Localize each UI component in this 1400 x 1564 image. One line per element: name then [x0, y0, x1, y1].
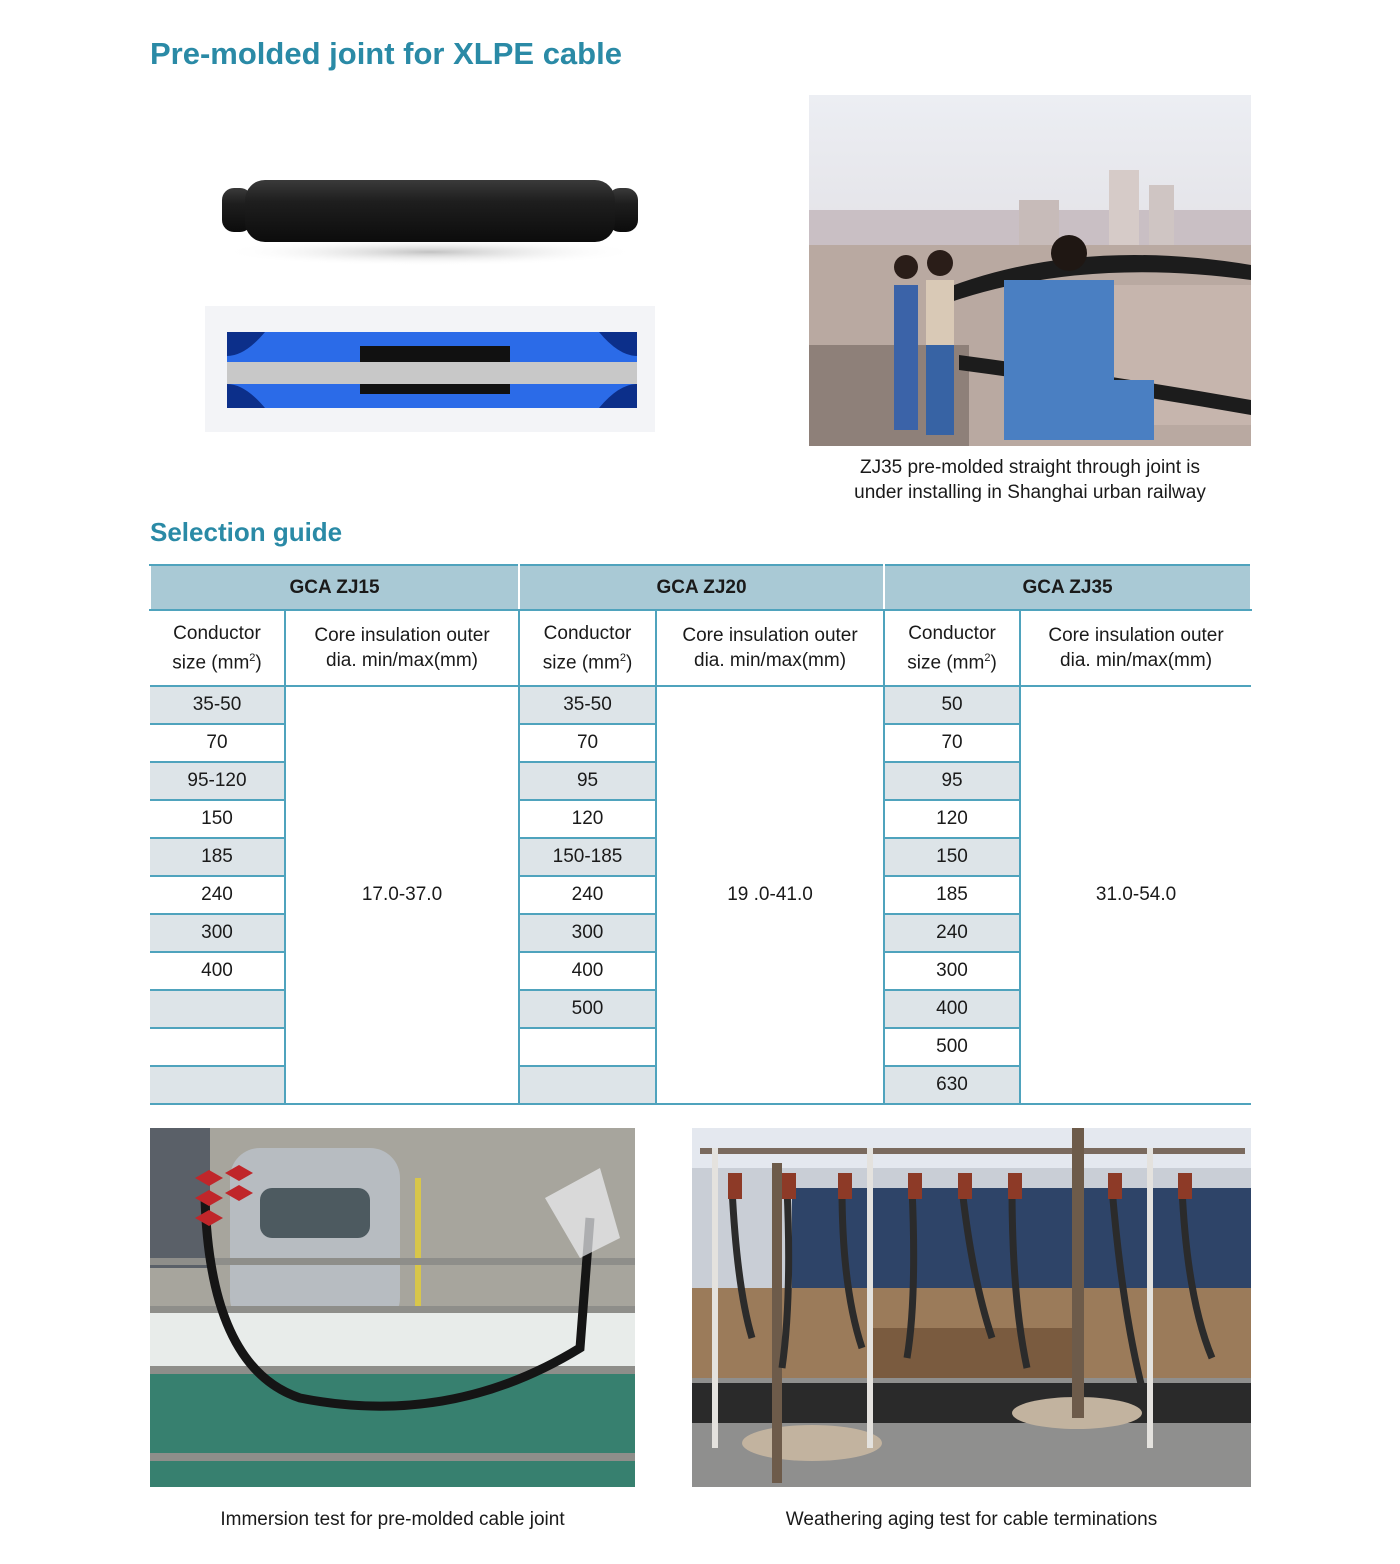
conductor-size-header: Conductor size $(mm^2)$ — [150, 610, 285, 686]
conductor-size-header: Conductor size $(mm^2)$ — [884, 610, 1020, 686]
zj15-size-cell: 400 — [150, 952, 285, 990]
immersion-test-photo — [150, 1128, 635, 1487]
immersion-photo-caption: Immersion test for pre-molded cable joint — [220, 1509, 565, 1530]
selection-guide-table — [149, 564, 1252, 1105]
section-title: Selection guide — [150, 517, 343, 547]
weathering-photo-caption: Weathering aging test for cable terminations — [785, 1509, 1158, 1530]
conductor-size-header: Conductor size $(mm^2)$ — [519, 610, 656, 686]
insulation-dia-header: Core insulation outer dia. min/max(mm) — [656, 610, 884, 686]
joint-cross-section-diagram — [205, 306, 655, 432]
railway-photo-caption — [809, 455, 1251, 505]
railway-caption-line2: under installing in Shanghai urban railway — [854, 482, 1206, 503]
zj35-size-cell: 300 — [884, 952, 1020, 990]
zj20-size-cell: 500 — [519, 990, 656, 1028]
zj20-size-cell: 70 — [519, 724, 656, 762]
zj20-size-cell: 400 — [519, 952, 656, 990]
model-header-zj35: GCA ZJ35 — [884, 565, 1251, 610]
zj35-size-cell: 70 — [884, 724, 1020, 762]
weathering-test-photo — [692, 1128, 1251, 1487]
zj35-size-cell: 240 — [884, 914, 1020, 952]
model-header-zj20: GCA ZJ20 — [519, 565, 884, 610]
model-header-row — [150, 565, 1251, 610]
zj35-insulation-range: 31.0-54.0 — [1020, 686, 1251, 1104]
zj15-size-cell — [150, 1028, 285, 1066]
zj15-size-cell: 35-50 — [150, 686, 285, 724]
zj35-size-cell: 630 — [884, 1066, 1020, 1104]
zj15-size-cell: 70 — [150, 724, 285, 762]
railway-caption-line1: ZJ35 pre-molded straight through joint is — [859, 457, 1201, 478]
zj35-size-cell: 95 — [884, 762, 1020, 800]
zj35-size-cell: 50 — [884, 686, 1020, 724]
joint-product-photo — [200, 160, 660, 270]
zj15-size-cell — [150, 990, 285, 1028]
zj15-size-cell: 150 — [150, 800, 285, 838]
zj20-size-cell: 35-50 — [519, 686, 656, 724]
zj15-size-cell — [150, 1066, 285, 1104]
zj20-size-cell — [519, 1028, 656, 1066]
insulation-dia-header: Core insulation outer dia. min/max(mm) — [285, 610, 519, 686]
zj20-insulation-range: 19 .0-41.0 — [656, 686, 884, 1104]
model-header-zj15: GCA ZJ15 — [150, 565, 519, 610]
zj35-size-cell: 185 — [884, 876, 1020, 914]
zj15-size-cell: 240 — [150, 876, 285, 914]
zj20-size-cell: 95 — [519, 762, 656, 800]
page-title: Pre-molded joint for XLPE cable — [150, 36, 622, 71]
zj35-size-cell: 120 — [884, 800, 1020, 838]
zj35-size-cell: 150 — [884, 838, 1020, 876]
column-header-row — [150, 610, 1251, 686]
railway-installation-photo — [809, 95, 1251, 446]
zj15-size-cell: 185 — [150, 838, 285, 876]
zj20-size-cell: 240 — [519, 876, 656, 914]
zj35-size-cell: 500 — [884, 1028, 1020, 1066]
zj20-size-cell — [519, 1066, 656, 1104]
zj15-insulation-range: 17.0-37.0 — [285, 686, 519, 1104]
zj35-size-cell: 400 — [884, 990, 1020, 1028]
insulation-dia-header: Core insulation outer dia. min/max(mm) — [1020, 610, 1251, 686]
zj20-size-cell: 150-185 — [519, 838, 656, 876]
zj20-size-cell: 120 — [519, 800, 656, 838]
zj15-size-cell: 300 — [150, 914, 285, 952]
zj20-size-cell: 300 — [519, 914, 656, 952]
table-row — [150, 686, 1251, 724]
zj15-size-cell: 95-120 — [150, 762, 285, 800]
